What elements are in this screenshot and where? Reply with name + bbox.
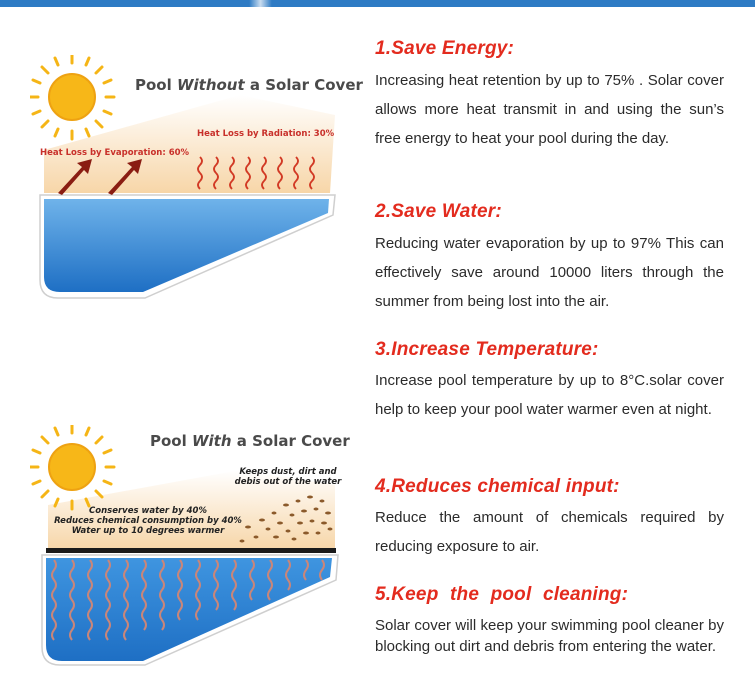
dust-protection-label: Keeps dust, dirt and debis out of the water (234, 467, 342, 488)
section-heading-reduces-chemical-input: 4.Reduces chemical input: (375, 476, 620, 497)
evaporation-loss-label: Heat Loss by Evaporation: 60% (40, 148, 190, 158)
section-heading-save-water: 2.Save Water: (375, 201, 502, 222)
top-accent-bar (0, 0, 755, 7)
sun-icon (30, 55, 114, 139)
illustration-without-cover (30, 55, 363, 325)
section-body-save-water: Reducing water evaporation by up to 97% This can effectively save around 10000 liters through the summer from being lost into the air. (375, 235, 724, 310)
radiation-loss-label: Heat Loss by Radiation: 30% (197, 129, 335, 139)
pool-with-cover-graphic (30, 425, 350, 670)
illustration-with-title: Pool With a Solar Cover (150, 432, 350, 450)
section-body-keep-pool-cleaning: Solar cover will keep your swimming pool cleaner by blocking out dirt and debris from entering the water. (375, 617, 724, 655)
section-heading-increase-temperature: 3.Increase Temperature: (375, 339, 599, 360)
cover-benefits-label: Conserves water by 40% Reduces chemical consumption by 40% Water up to 10 degrees warmer (54, 506, 242, 537)
sun-icon (30, 425, 114, 509)
section-body-save-energy: Increasing heat retention by up to 75% . Solar cover allows more heat transmit in and using the sun’s free energy to heat your pool during the day. (375, 72, 724, 147)
illustration-with-cover (30, 425, 350, 670)
section-body-reduces-chemical-input: Reduce the amount of chemicals required by reducing exposure to air. (375, 509, 724, 555)
section-body-increase-temperature: Increase pool temperature by up to 8°C.solar cover help to keep your pool water warmer even at night. (375, 372, 724, 418)
section-heading-save-energy: 1.Save Energy: (375, 38, 515, 59)
illustration-without-title: Pool Without a Solar Cover (135, 76, 363, 94)
section-heading-keep-pool-cleaning: 5.Keep the pool cleaning: (375, 584, 629, 605)
